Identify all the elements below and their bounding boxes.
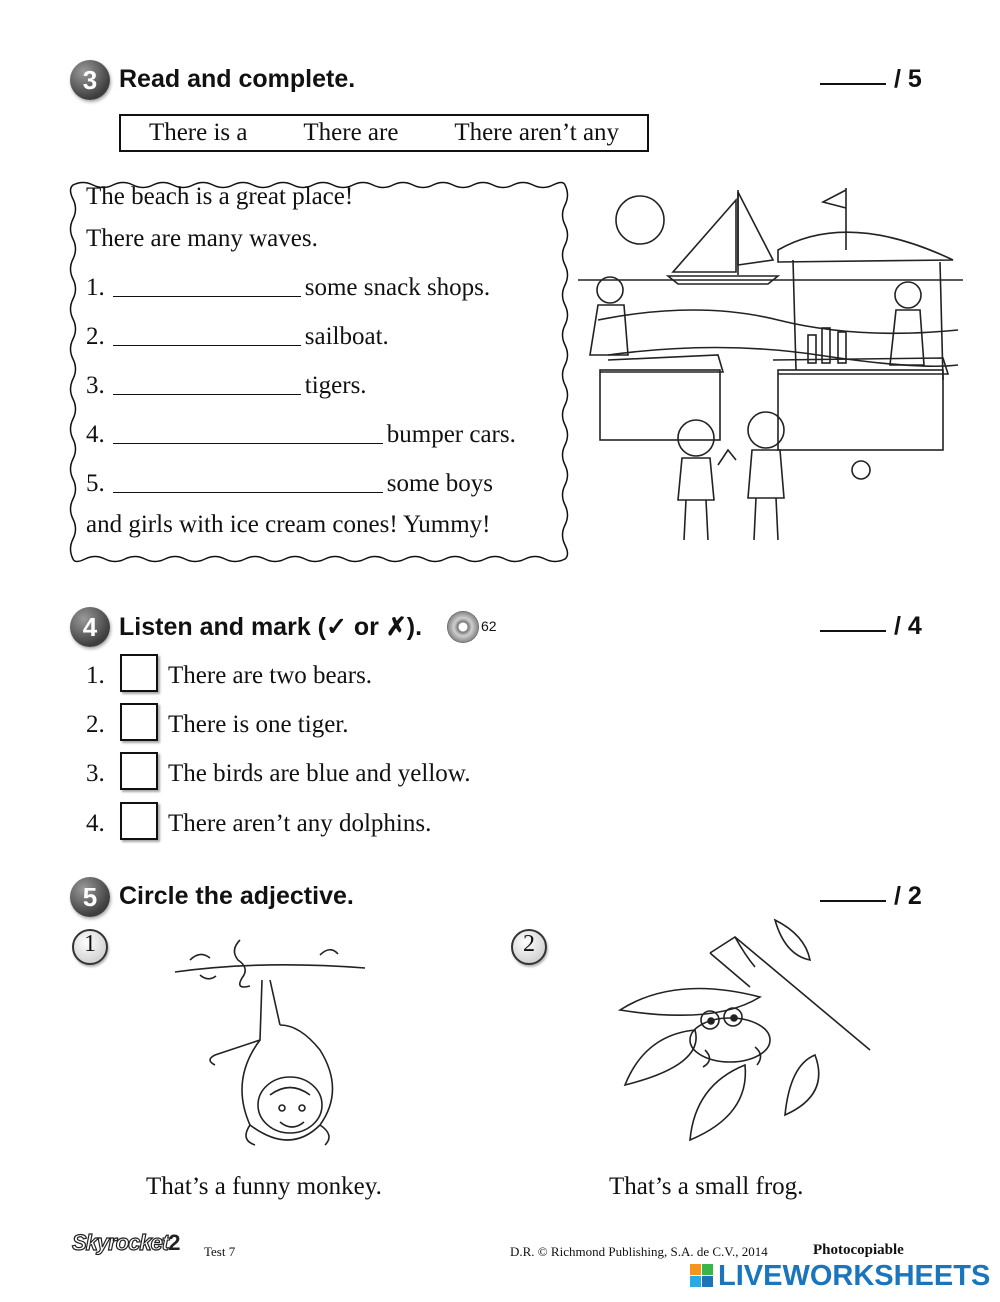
section-5-title: Circle the adjective. [119, 882, 354, 910]
fill-item [86, 372, 367, 400]
fill-item [86, 274, 490, 302]
photocopiable-label: Photocopiable [813, 1242, 904, 1258]
picture-number: 2 [511, 929, 547, 965]
audio-track-number: 62 [481, 618, 497, 634]
closing-line: and girls with ice cream cones! Yummy! [86, 511, 491, 538]
item-number: 4. [86, 421, 105, 448]
logo-number: 2 [168, 1230, 180, 1255]
picture-caption: That’s a funny monkey. [146, 1173, 382, 1200]
score-total: / 4 [894, 612, 922, 640]
score-blank[interactable] [820, 628, 886, 632]
item-text: tigers. [304, 372, 367, 399]
frog-illustration [615, 915, 875, 1155]
mark-checkbox[interactable] [120, 802, 158, 840]
picture-caption: That’s a small frog. [609, 1173, 804, 1200]
monkey-illustration [170, 930, 375, 1170]
intro-line: The beach is a great place! [86, 183, 354, 210]
liveworksheets-watermark: LIVEWORKSHEETS [718, 1260, 991, 1292]
item-number: 1. [86, 274, 105, 301]
liveworksheets-logo-icon [690, 1264, 714, 1288]
audio-cd-icon[interactable] [447, 611, 479, 643]
item-number: 1. [86, 662, 105, 689]
section-4-title: Listen and mark (✓ or ✗). [119, 613, 423, 641]
answer-blank[interactable] [113, 276, 301, 297]
intro-line: There are many waves. [86, 225, 318, 252]
fill-item [86, 470, 493, 498]
logo-text: Skyrocket [72, 1230, 169, 1255]
beach-illustration [578, 180, 963, 565]
mark-checkbox[interactable] [120, 752, 158, 790]
score-blank[interactable] [820, 898, 886, 902]
answer-blank[interactable] [113, 325, 301, 346]
section-3-score [820, 65, 922, 94]
section-3-number: 3 [70, 60, 110, 100]
word-bank-item: There aren’t any [454, 119, 620, 146]
word-bank-item: There are [303, 119, 399, 146]
section-4-score [820, 612, 922, 641]
item-number: 2. [86, 323, 105, 350]
item-number: 3. [86, 760, 105, 787]
item-number: 5. [86, 470, 105, 497]
answer-blank[interactable] [113, 374, 301, 395]
item-text: some boys [386, 470, 493, 497]
score-total: / 2 [894, 882, 922, 910]
picture-number: 1 [72, 929, 108, 965]
item-number: 2. [86, 711, 105, 738]
word-bank-item: There is a [148, 119, 248, 146]
mark-checkbox[interactable] [120, 654, 158, 692]
statement-text: There aren’t any dolphins. [168, 810, 432, 837]
statement-text: There is one tiger. [168, 711, 349, 738]
fill-item [86, 421, 516, 449]
statement-text: The birds are blue and yellow. [168, 760, 471, 787]
item-text: sailboat. [304, 323, 389, 350]
score-blank[interactable] [820, 81, 886, 85]
section-3-title: Read and complete. [119, 65, 356, 93]
section-5-score [820, 882, 922, 911]
mark-checkbox[interactable] [120, 703, 158, 741]
item-text: some snack shops. [304, 274, 491, 301]
fill-item [86, 323, 389, 351]
copyright-text: D.R. © Richmond Publishing, S.A. de C.V., 2014 [510, 1244, 768, 1259]
test-label: Test 7 [204, 1244, 236, 1259]
score-total: / 5 [894, 65, 922, 93]
word-bank [119, 114, 649, 152]
item-number: 4. [86, 810, 105, 837]
item-text: bumper cars. [386, 421, 516, 448]
skyrocket-logo [72, 1230, 179, 1256]
answer-blank[interactable] [113, 472, 383, 493]
section-4-number: 4 [70, 607, 110, 647]
item-number: 3. [86, 372, 105, 399]
answer-blank[interactable] [113, 423, 383, 444]
statement-text: There are two bears. [168, 662, 373, 689]
section-5-number: 5 [70, 877, 110, 917]
